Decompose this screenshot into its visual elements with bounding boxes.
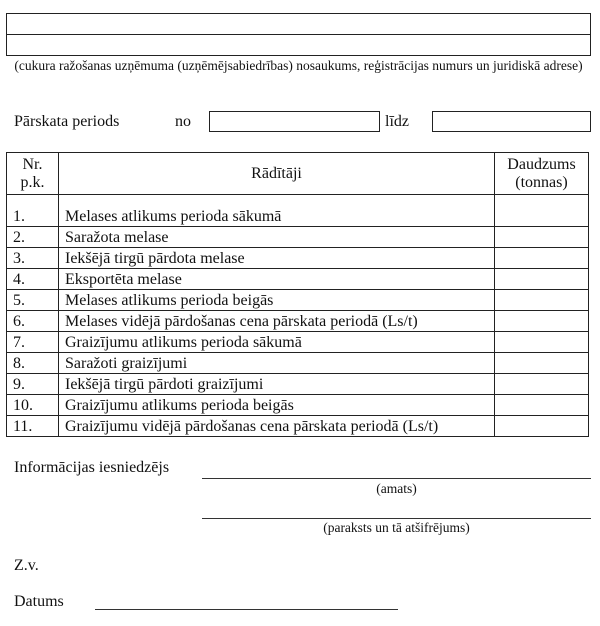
row-indicator: Melases atlikums perioda beigās <box>59 290 495 311</box>
row-quantity-field[interactable] <box>495 248 589 269</box>
company-info-field-1[interactable] <box>7 14 590 35</box>
row-number: 1. <box>7 195 59 227</box>
table-row <box>7 248 589 269</box>
row-number: 11. <box>7 416 59 437</box>
submitter-label: Informācijas iesniedzējs <box>14 459 170 476</box>
column-header-indicator: Rādītāji <box>59 153 495 195</box>
indicators-table <box>6 152 589 437</box>
table-row <box>7 311 589 332</box>
row-number: 3. <box>7 248 59 269</box>
row-indicator: Eksportēta melase <box>59 269 495 290</box>
row-quantity-field[interactable] <box>495 416 589 437</box>
row-quantity-field[interactable] <box>495 290 589 311</box>
company-info-field-2[interactable] <box>7 35 590 56</box>
table-row <box>7 227 589 248</box>
position-field-line[interactable] <box>202 478 591 479</box>
period-to-label: līdz <box>385 113 409 130</box>
row-number: 2. <box>7 227 59 248</box>
column-header-quantity <box>495 153 589 195</box>
row-quantity-field[interactable] <box>495 227 589 248</box>
row-quantity-field[interactable] <box>495 353 589 374</box>
row-quantity-field[interactable] <box>495 195 589 227</box>
row-quantity-field[interactable] <box>495 269 589 290</box>
row-number: 8. <box>7 353 59 374</box>
row-indicator: Graizījumu vidējā pārdošanas cena pārskata periodā (Ls/t) <box>59 416 495 437</box>
table-header-row <box>7 153 589 195</box>
table-row <box>7 290 589 311</box>
row-indicator: Saražota melase <box>59 227 495 248</box>
row-quantity-field[interactable] <box>495 311 589 332</box>
period-to-field[interactable] <box>432 111 591 132</box>
signature-caption: (paraksts un tā atšifrējums) <box>323 520 470 535</box>
row-quantity-field[interactable] <box>495 395 589 416</box>
table-row <box>7 395 589 416</box>
row-number: 5. <box>7 290 59 311</box>
row-indicator: Melases vidējā pārdošanas cena pārskata periodā (Ls/t) <box>59 311 495 332</box>
row-number: 10. <box>7 395 59 416</box>
row-indicator: Iekšējā tirgū pārdota melase <box>59 248 495 269</box>
column-header-nr <box>7 153 59 195</box>
signature-field-line[interactable] <box>202 518 591 519</box>
column-header-quantity-line1: Daudzums <box>507 155 576 173</box>
table-row <box>7 416 589 437</box>
row-indicator: Saražoti graizījumi <box>59 353 495 374</box>
period-label: Pārskata periods <box>14 113 120 130</box>
column-header-quantity-line2: (tonnas) <box>515 173 568 191</box>
row-number: 4. <box>7 269 59 290</box>
table-row <box>7 353 589 374</box>
row-number: 7. <box>7 332 59 353</box>
row-indicator: Melases atlikums perioda sākumā <box>59 195 495 227</box>
period-from-field[interactable] <box>209 111 380 132</box>
row-number: 6. <box>7 311 59 332</box>
table-row <box>7 374 589 395</box>
table-row <box>7 332 589 353</box>
date-field-line[interactable] <box>95 609 398 610</box>
date-label: Datums <box>14 593 64 610</box>
position-caption: (amats) <box>376 481 417 496</box>
row-number: 9. <box>7 374 59 395</box>
row-indicator: Iekšējā tirgū pārdoti graizījumi <box>59 374 495 395</box>
column-header-nr-line2: p.k. <box>20 173 45 191</box>
table-row <box>7 269 589 290</box>
column-header-nr-line1: Nr. <box>22 155 43 173</box>
period-from-label: no <box>175 113 191 130</box>
row-indicator: Graizījumu atlikums perioda beigās <box>59 395 495 416</box>
company-info-caption: (cukura ražošanas uzņēmuma (uzņēmējsabiedrības) nosaukums, reģistrācijas numurs un juridiskā adrese) <box>14 58 583 73</box>
company-info-box <box>6 13 591 56</box>
row-quantity-field[interactable] <box>495 374 589 395</box>
row-indicator: Graizījumu atlikums perioda sākumā <box>59 332 495 353</box>
stamp-label: Z.v. <box>14 557 39 574</box>
row-quantity-field[interactable] <box>495 332 589 353</box>
table-row <box>7 195 589 227</box>
